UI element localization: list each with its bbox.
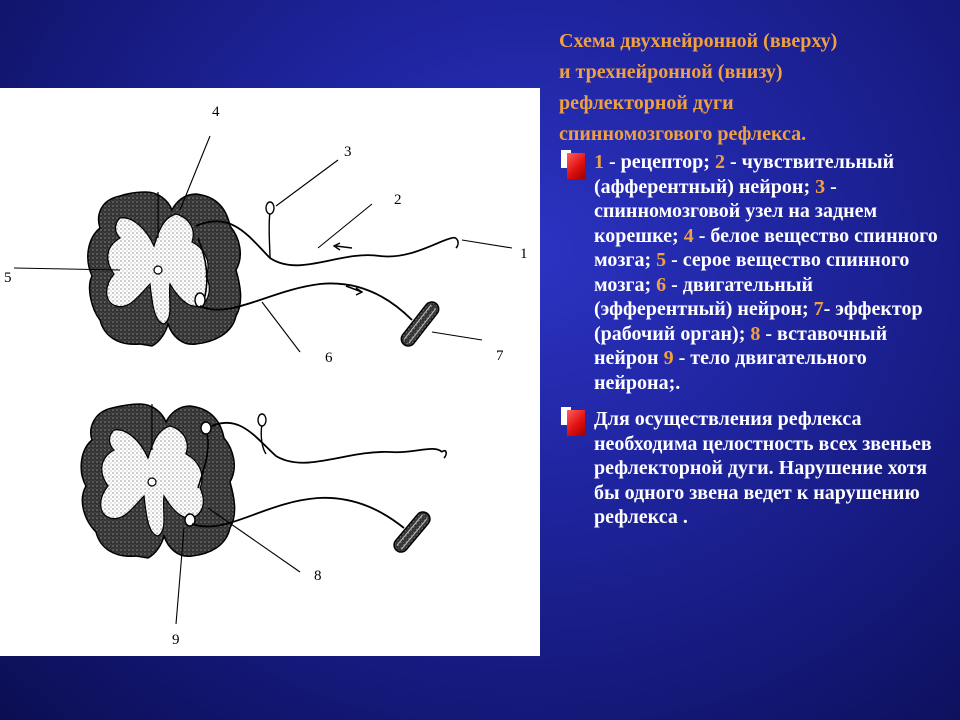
label-8: 8 — [314, 568, 322, 584]
legend-text-2: - чувствительный (афферентный) нейрон; — [594, 151, 895, 198]
legend-num-1: 1 — [594, 151, 604, 173]
leader-2 — [318, 204, 372, 248]
legend-num-4: 4 — [683, 224, 694, 247]
upper-ganglion-stalk — [269, 212, 270, 258]
upper-spinal-cord — [88, 192, 241, 346]
lower-spinal-cord — [81, 404, 234, 558]
note-text: Для осуществления рефлекса необходима целостность всех звеньев рефлекторной дуги. Нарушение хотя бы одного звена ведет к нарушению рефлекса . — [594, 408, 932, 528]
note-bullet — [561, 407, 951, 530]
lower-central-canal — [148, 478, 156, 486]
reflex-arc-figure — [0, 88, 540, 656]
leader-1 — [462, 240, 512, 248]
lower-ganglion-stalk — [261, 424, 266, 454]
bullet-marker-icon — [561, 150, 585, 180]
legend-num-9: 9 — [663, 347, 674, 369]
reflex-arc-diagram — [0, 88, 540, 656]
leader-3 — [276, 160, 338, 206]
legend-text-3: - спинномозговой узел на заднем корешке; — [594, 175, 878, 247]
title-line-2: и трехнейронной (внизу) — [559, 61, 783, 83]
label-5: 5 — [4, 270, 12, 286]
upper-receptor — [452, 238, 458, 248]
label-1: 1 — [520, 246, 528, 262]
legend-text-5: - серое вещество спинного мозга; — [594, 249, 910, 296]
upper-central-canal — [154, 266, 162, 274]
label-4: 4 — [212, 104, 220, 120]
title-line-4: спинномозгового рефлекса. — [559, 123, 807, 145]
upper-afferent-arrow — [336, 246, 352, 248]
label-9: 9 — [172, 632, 180, 648]
bullet-marker-icon — [561, 407, 585, 437]
legend-text-6: - двигательный (эфферентный) нейрон; — [594, 273, 814, 320]
title-line-3: рефлекторной дуги — [559, 92, 734, 114]
label-2: 2 — [394, 192, 402, 208]
legend-bullet — [561, 150, 951, 395]
lower-effector — [391, 509, 433, 555]
legend-num-7: 7 — [813, 298, 824, 320]
lower-spinal-ganglion — [258, 414, 266, 426]
legend-num-6: 6 — [656, 273, 667, 296]
legend-text-9: - тело двигательного нейрона;. — [594, 347, 867, 394]
legend-text-8: - вставочный нейрон — [594, 322, 888, 369]
legend-num-2: 2 — [714, 151, 725, 173]
slide-title — [559, 26, 949, 150]
lower-afferent-neuron — [212, 423, 442, 463]
legend-num-5: 5 — [656, 249, 667, 271]
lower-interneuron-body — [201, 422, 211, 434]
upper-motor-neuron-body — [195, 293, 205, 307]
legend-text-1: - рецептор; — [604, 151, 715, 173]
leader-7 — [432, 332, 482, 340]
label-6: 6 — [325, 350, 333, 366]
leader-6 — [262, 302, 300, 352]
label-3: 3 — [344, 144, 352, 160]
label-7: 7 — [496, 348, 504, 364]
legend-text-4: - белое вещество спинного мозга; — [594, 224, 938, 271]
title-line-1: Схема двухнейронной (вверху) — [559, 30, 838, 52]
legend-num-3: 3 — [815, 175, 826, 198]
lower-receptor — [442, 451, 446, 458]
upper-effector — [398, 299, 441, 349]
bullet-list — [561, 150, 951, 530]
legend-num-8: 8 — [750, 322, 761, 345]
upper-spinal-ganglion — [266, 202, 274, 214]
legend-text-7: - эффектор (рабочий орган); — [594, 298, 923, 345]
